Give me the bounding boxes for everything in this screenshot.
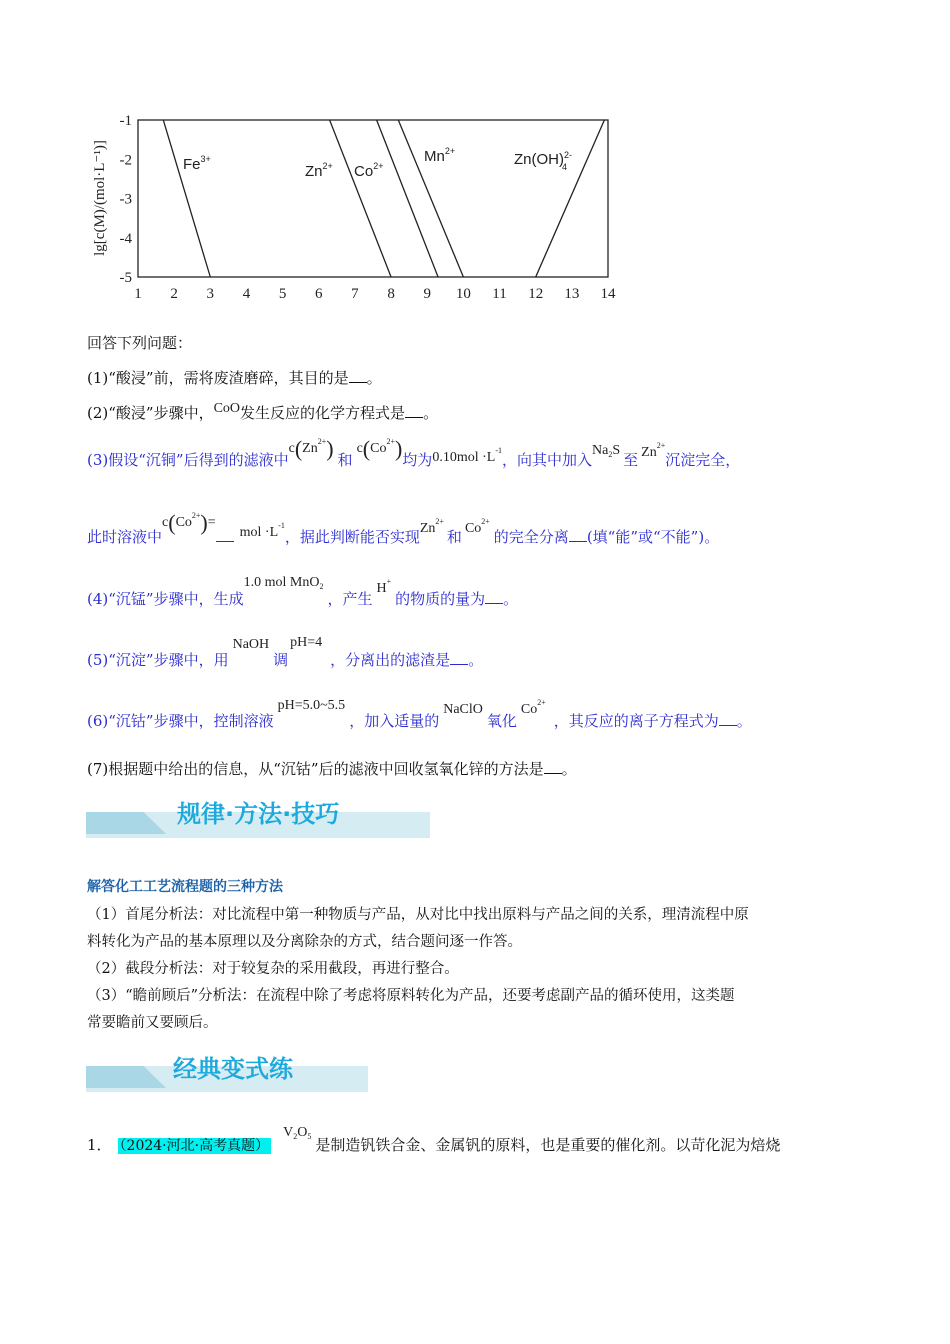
method-1-line-2: 料转化为产品的基本原理以及分离除杂的方式，结合题问逐一作答。 [87, 934, 522, 950]
series-line [377, 120, 438, 277]
question-3-line1: (3)假设“沉铜”后得到的滤液中$c(Zn^{2+})$ 和$c(Co^{2+})$均为$0.10mol \cdot L^{-1}$，向其中加入$Na_2S$至 $Zn^{2+}$沉淀完全， [87, 436, 741, 469]
problem-1-number: 1． [87, 1136, 112, 1154]
method-3-line-1: （3）“瞻前顾后”分析法：在流程中除了考虑将原料转化为产品，还要考虑副产品的循环使用，这类题 [87, 988, 735, 1004]
x-tick-label: 3 [206, 286, 215, 302]
q5-naoh: NaOH [232, 637, 270, 652]
method-3-line-2: 常要瞻前又要顾后。 [87, 1015, 218, 1031]
x-tick-label: 13 [564, 286, 580, 302]
problem-1-text: 是制造钒铁合金、金属钒的原料，也是重要的催化剂。以苛化泥为焙烧 [315, 1136, 781, 1154]
zn-label: $Zn^{2+}$ [305, 161, 333, 180]
co-label: $Co^{2+}$ [354, 161, 384, 180]
q7-answer-blank[interactable] [544, 759, 562, 774]
q4-answer-blank[interactable] [485, 589, 503, 604]
y-tick-label: -5 [119, 270, 132, 286]
q3-na2s: $Na_2S$ [592, 443, 621, 459]
q1-answer-blank[interactable] [349, 368, 367, 383]
methods-body [87, 902, 749, 1037]
question-7: (7)根据题中给出的信息，从“沉钴”后的滤液中回收氢氧化锌的方法是 。 [87, 760, 577, 778]
x-tick-labels [134, 286, 616, 302]
question-5: (5)“沉淀”步骤中，用NaOH调pH=4，分离出的滤渣是 。 [87, 635, 484, 669]
x-tick-label: 2 [170, 286, 178, 302]
q3-zn-ion-2: $Zn^{2+}$ [419, 517, 444, 536]
q6-answer-blank[interactable] [719, 711, 737, 726]
series-line [163, 120, 210, 277]
series-line [536, 120, 605, 277]
q3-c-co: $c(Co^{2+})$ [356, 436, 403, 461]
x-tick-label: 8 [387, 286, 395, 302]
q3-unit: mol $\cdot L^{-1}$ [239, 521, 285, 540]
q1-text: (1)“酸浸”前，需将废渣磨碎，其目的是 [87, 369, 349, 387]
y-tick-label: -1 [119, 113, 132, 129]
problem-1-source-tag: （2024·河北·高考真题） [119, 1138, 270, 1154]
x-tick-label: 1 [134, 286, 142, 302]
q3-c-zn: $c(Zn^{2+})$ [288, 436, 334, 461]
section-title-practice: 经典变式练 [173, 1055, 293, 1083]
q3-concentration-blank[interactable] [216, 527, 234, 542]
intro-text: 回答下列问题： [87, 334, 193, 352]
question-1: (1)“酸浸”前，需将废渣磨碎，其目的是 。 [87, 369, 382, 387]
methods-subtitle: 解答化工工艺流程题的三种方法 [87, 879, 283, 895]
q4-h-ion: H+ [376, 577, 392, 596]
section-title-methods: 规律·方法·技巧 [177, 800, 340, 828]
q3-separation-blank[interactable] [569, 527, 587, 542]
series-line [398, 120, 463, 277]
y-axis-label: lg[c(M)/(mol·L⁻¹)] [92, 140, 108, 256]
series-line [330, 120, 391, 277]
x-tick-label: 6 [315, 286, 323, 302]
q4-formula: 1.0 mol MnO$_2$ [243, 575, 324, 591]
q6-co-ion: $Co^{2+}$ [520, 698, 546, 717]
question-4: (4)“沉锰”步骤中，生成1.0 mol MnO$_2$，产生H+的物质的量为 。 [87, 575, 519, 608]
q3-zn-ion: $Zn^{2+}$ [641, 441, 666, 460]
chart [80, 105, 640, 315]
y-tick-label: -2 [119, 152, 132, 169]
x-tick-label: 10 [455, 286, 471, 302]
q3-c-co-eq: $c(Co^{2+})=$ [162, 510, 216, 535]
plot-frame [138, 120, 608, 277]
q3-co-ion-2: $Co^{2+}$ [464, 517, 490, 536]
q2-answer-blank[interactable] [405, 403, 423, 418]
question-3-line2: 此时溶液中$c(Co^{2+})=mol \cdot L^{-1}$，据此判断能否实现$Zn^{2+}$和 $Co^{2+}$的完全分离 (填“能”或“不能”)。 [87, 510, 720, 546]
question-6: (6)“沉钴”步骤中，控制溶液pH=5.0~5.5，加入适量的NaClO氧化$Co^{2+}$，其反应的离子方程式为 。 [87, 698, 752, 730]
x-tick-label: 14 [600, 286, 616, 302]
y-tick-label: -4 [119, 230, 132, 247]
mn-label: $Mn^{2+}$ [424, 146, 456, 165]
method-2: （2）截段分析法：对于较复杂的采用截段，再进行整合。 [87, 961, 459, 977]
x-tick-label: 12 [528, 286, 544, 302]
q6-naclo: NaClO [443, 702, 483, 717]
znoh-label: Zn(OH)$^{2-}$4 [514, 150, 573, 172]
x-tick-label: 11 [492, 286, 507, 302]
method-1-line-1: （1）首尾分析法：对比流程中第一种物质与产品，从对比中找出原料与产品之间的关系，理清流程中原 [87, 907, 749, 923]
chart-series [163, 120, 604, 277]
q2-formula: CoO [213, 401, 241, 416]
x-tick-label: 4 [242, 286, 251, 302]
x-tick-label: 9 [423, 286, 431, 302]
problem-1 [87, 1120, 781, 1154]
x-tick-label: 7 [351, 286, 359, 302]
q6-ph: pH=5.0~5.5 [277, 698, 346, 713]
fe-label: $Fe^{3+}$ [183, 154, 211, 173]
y-tick-labels [120, 113, 133, 286]
question-2: (2)“酸浸”步骤中，CoO发生反应的化学方程式是 。 [87, 401, 439, 422]
q5-ph: pH=4 [290, 635, 323, 650]
q3-concentration: $0.10mol \cdot L^{-1}$ [432, 446, 502, 465]
q5-answer-blank[interactable] [450, 650, 468, 665]
x-tick-label: 5 [278, 286, 287, 302]
y-tick-label: -3 [119, 191, 132, 208]
problem-1-formula: $V_2O_5$ [283, 1125, 312, 1141]
